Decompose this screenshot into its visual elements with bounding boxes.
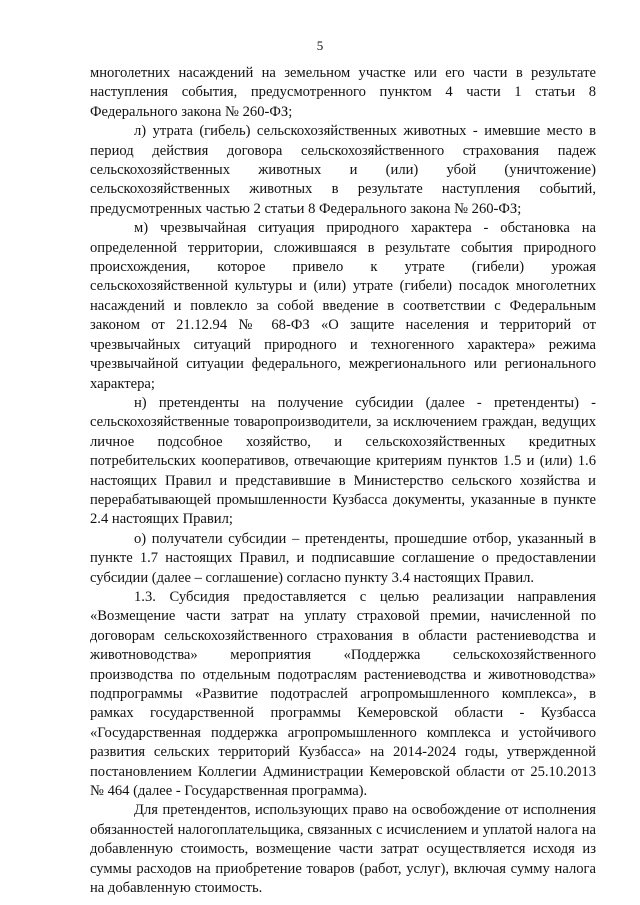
paragraph-continuation: многолетних насаждений на земельном участке или его части в результате наступления события, предусмотренного пунктом 4 части 1 статьи 8 Федерального закона № 260-ФЗ;	[90, 65, 596, 120]
paragraph-item-l: л) утрата (гибель) сельскохозяйственных животных - имевшие место в период действия договора сельскохозяйственного страхования падеж сельскохозяйственных животных и (или) убой (уничтожение) сельскохозяйственных животных в результате наступления событий, предусмотренных частью 2 статьи 8 Федерального закона № 260-ФЗ;	[90, 123, 596, 217]
page-number: 5	[316, 38, 324, 53]
paragraph-item-m: м) чрезвычайная ситуация природного характера - обстановка на определенной территории, сложившаяся в результате события природного происхождения, которое привело к утрате (гибели) урожая сельскохозяйственной культуры и (или) утрате (гибели) посадок многолетних насаждений и повлекло за собой введение в соответствии с Федеральным законом от 21.12.94 № 68-ФЗ «О защите населения и территорий от чрезвычайных ситуаций природного и техногенного характера» режима чрезвычайной ситуации федерального, межрегионального или регионального характера;	[90, 220, 596, 392]
paragraph-section-1-3: 1.3. Субсидия предоставляется с целью реализации направления «Возмещение части затрат на уплату страховой премии, начисленной по договорам сельскохозяйственного страхования в области растениеводства и животноводства» мероприятия «Поддержка сельскохозяйственного производства по отдельным подотраслям растениеводства и животноводства» подпрограммы «Развитие подотраслей агропромышленного комплекса», в рамках государственной программы Кемеровской области - Кузбасса «Государственная поддержка агропромышленного комплекса и устойчивого развития сельских территорий Кузбасса» на 2014-2024 годы, утвержденной постановлением Коллегии Администрации Кемеровской области от 25.10.2013 № 464 (далее - Государственная программа).	[90, 588, 596, 800]
paragraph-item-n: н) претенденты на получение субсидии (далее - претенденты) - сельскохозяйственные товаропроизводители, за исключением граждан, ведущих личное подсобное хозяйство, и сельскохозяйственных кредитных потребительских кооперативов, отвечающие критериям пунктов 1.5 и (или) 1.6 настоящих Правил и представившие в Министерство сельского хозяйства и перерабатывающей промышленности Кузбасса документы, указанные в пункте 2.4 настоящих Правил;	[90, 394, 596, 528]
paragraph-item-o: о) получатели субсидии – претенденты, прошедшие отбор, указанный в пункте 1.7 настоящих Правил, и подписавшие соглашение о предоставлении субсидии (далее – соглашение) согласно пункту 3.4 настоящих Правил.	[90, 530, 596, 586]
paragraph-vat-note: Для претендентов, использующих право на освобождение от исполнения обязанностей налогоплательщика, связанных с исчислением и уплатой налога на добавленную стоимость, возмещение части затрат осуществляется исходя из суммы расходов на приобретение товаров (работ, услуг), включая сумму налога на добавленную стоимость.	[90, 802, 596, 897]
document-body	[90, 64, 596, 898]
